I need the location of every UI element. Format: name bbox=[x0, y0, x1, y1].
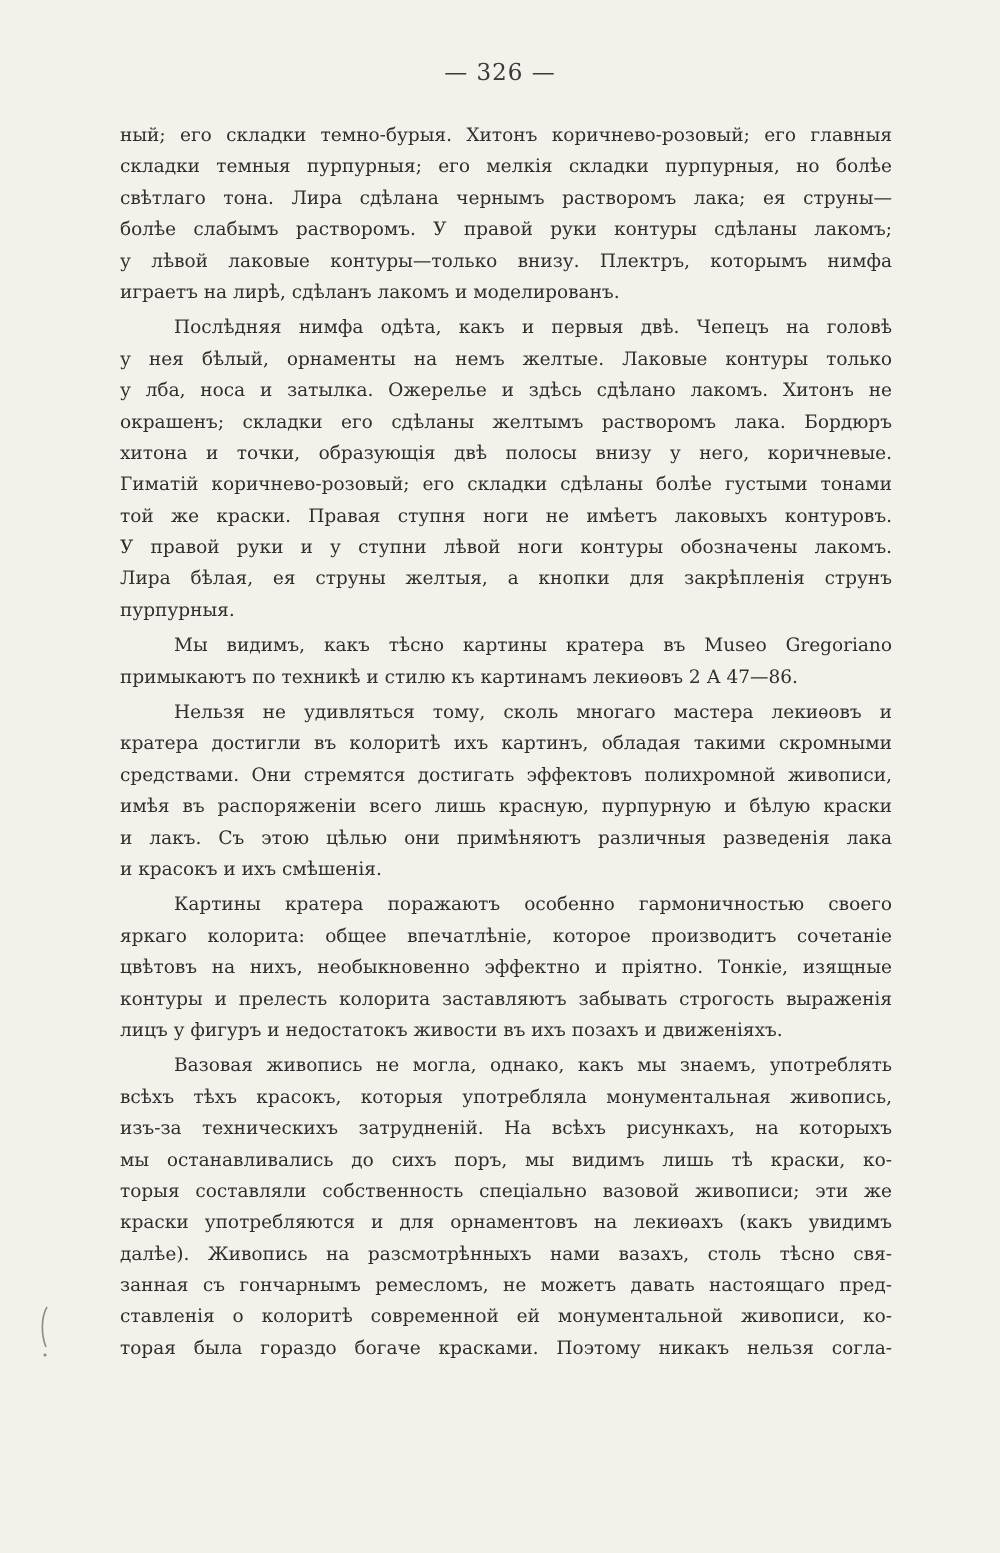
text-line: у нея бѣлый, орнаменты на немъ желтые. Лаковые контуры только bbox=[120, 348, 892, 370]
text-line: краски употребляются и для орнаментовъ на лекиѳахъ (какъ увидимъ bbox=[120, 1212, 892, 1234]
text-line: занная съ гончарнымъ ремесломъ, не можетъ давать настоящаго пред- bbox=[120, 1275, 892, 1297]
text-line: складки темныя пурпурныя; его мелкія складки пурпурныя, но болѣе bbox=[120, 156, 892, 178]
text-line: Мы видимъ, какъ тѣсно картины кратера въ Museo Gregoriano bbox=[174, 635, 892, 657]
text-line: контуры и прелесть колорита заставляютъ забывать строгость выраженія bbox=[120, 988, 892, 1010]
text-line: Вазовая живопись не могла, однако, какъ мы знаемъ, употреблять bbox=[174, 1055, 892, 1077]
margin-pencil-mark bbox=[36, 1303, 56, 1363]
text-line: примыкаютъ по техникѣ и стилю къ картинамъ лекиѳовъ 2 А 47—86. bbox=[120, 666, 798, 688]
text-line: далѣе). Живопись на разсмотрѣнныхъ нами вазахъ, столь тѣсно свя- bbox=[120, 1243, 892, 1265]
text-line: лицъ у фигуръ и недостатокъ живости въ ихъ позахъ и движеніяхъ. bbox=[120, 1019, 783, 1041]
text-line: ный; его складки темно-бурыя. Хитонъ коричнево-розовый; его главныя bbox=[120, 125, 892, 146]
text-line: средствами. Они стремятся достигать эффектовъ полихромной живописи, bbox=[120, 764, 892, 786]
text-line: Гиматій коричнево-розовый; его складки сдѣланы болѣе густыми тонами bbox=[120, 474, 892, 496]
text-line: и лакъ. Съ этою цѣлью они примѣняютъ различныя разведенія лака bbox=[120, 827, 892, 849]
text-line: имѣя въ распоряженіи всего лишь красную, пурпурную и бѣлую краски bbox=[120, 796, 892, 818]
text-line: торыя составляли собственность спеціально вазовой живописи; эти же bbox=[120, 1180, 892, 1202]
text-line: Нельзя не удивляться тому, сколь многаго мастера лекиѳовъ и bbox=[174, 702, 892, 724]
text-line: у лба, носа и затылка. Ожерелье и здѣсь сдѣлано лакомъ. Хитонъ не bbox=[120, 380, 892, 402]
text-line: яркаго колорита: общее впечатлѣніе, которое производитъ сочетаніе bbox=[120, 925, 892, 947]
text-line: Послѣдняя нимфа одѣта, какъ и первыя двѣ. Чепецъ на головѣ bbox=[174, 317, 892, 339]
pencil-mark-icon bbox=[36, 1303, 56, 1363]
text-line: кратера достигли въ колоритѣ ихъ картинъ, обладая такими скромными bbox=[120, 733, 892, 755]
text-line: Картины кратера поражаютъ особенно гармоничностью своего bbox=[174, 894, 892, 916]
body-text bbox=[120, 120, 892, 1364]
text-line: пурпурныя. bbox=[120, 599, 235, 621]
text-line: У правой руки и у ступни лѣвой ноги контуры обозначены лакомъ. bbox=[120, 537, 892, 559]
text-line: хитона и точки, образующія двѣ полосы внизу у него, коричневые. bbox=[120, 442, 892, 464]
text-line: окрашенъ; складки его сдѣланы желтымъ растворомъ лака. Бордюръ bbox=[120, 411, 892, 433]
text-line: и красокъ и ихъ смѣшенія. bbox=[120, 858, 382, 880]
text-line: свѣтлаго тона. Лира сдѣлана чернымъ растворомъ лака; ея струны— bbox=[120, 187, 892, 209]
text-line: торая была гораздо богаче красками. Поэтому никакъ нельзя согла- bbox=[120, 1337, 892, 1359]
text-line: цвѣтовъ на нихъ, необыкновенно эффектно и пріятно. Тонкіе, изящные bbox=[120, 957, 892, 979]
text-line: мы останавливались до сихъ поръ, мы видимъ лишь тѣ краски, ко- bbox=[120, 1149, 892, 1171]
text-line: той же краски. Правая ступня ноги не имѣетъ лаковыхъ контуровъ. bbox=[120, 505, 892, 527]
text-line: играетъ на лирѣ, сдѣланъ лакомъ и моделированъ. bbox=[120, 281, 620, 303]
page-number: — 326 — bbox=[444, 60, 556, 86]
text-line: у лѣвой лаковые контуры—только внизу. Плектръ, которымъ нимфа bbox=[120, 250, 892, 272]
text-line: Лира бѣлая, ея струны желтыя, а кнопки для закрѣпленія струнъ bbox=[120, 568, 892, 590]
text-line: болѣе слабымъ растворомъ. У правой руки контуры сдѣланы лакомъ; bbox=[120, 219, 892, 241]
text-line: ставленія о колоритѣ современной ей монументальной живописи, ко- bbox=[120, 1306, 892, 1328]
text-line: всѣхъ тѣхъ красокъ, которыя употребляла монументальная живопись, bbox=[120, 1086, 892, 1108]
text-line: изъ-за техническихъ затрудненій. На всѣхъ рисункахъ, на которыхъ bbox=[120, 1118, 892, 1140]
